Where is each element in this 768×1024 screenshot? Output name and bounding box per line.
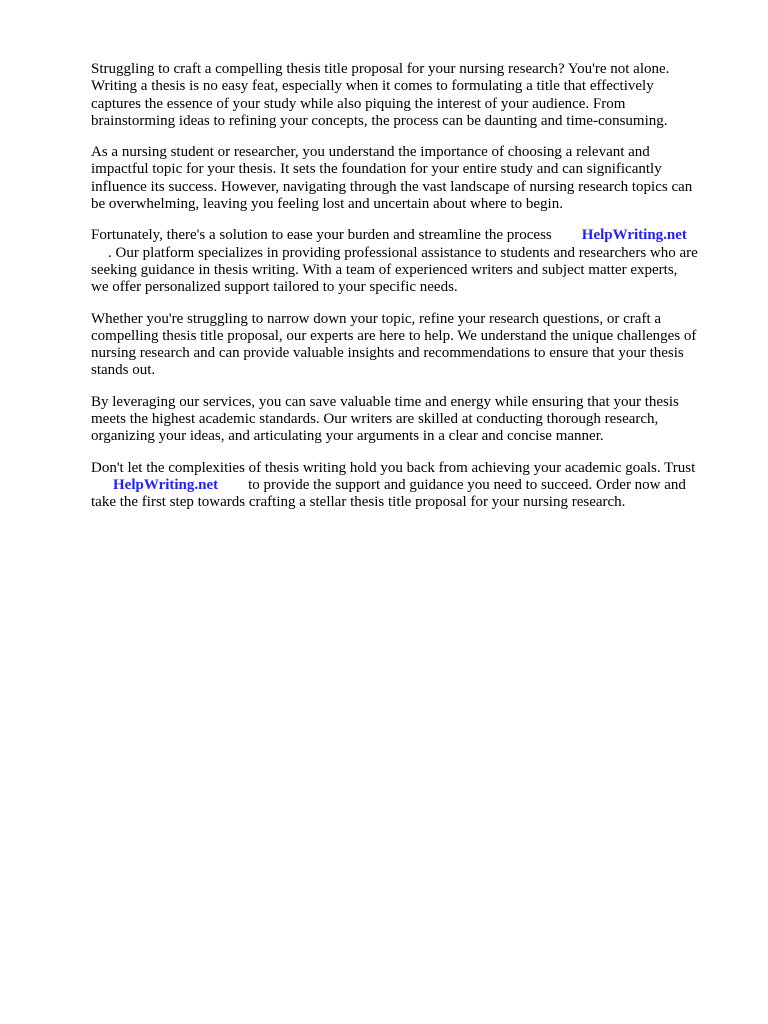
text-line: influence its success. However, navigating through the vast landscape of nursing research topics can (91, 178, 693, 195)
text-line: impactful topic for your thesis. It sets the foundation for your entire study and can significantly (91, 161, 662, 178)
text-before-link: Fortunately, there's a solution to ease your burden and streamline the process (91, 227, 552, 244)
paragraph-intro (91, 61, 721, 130)
text-line: seeking guidance in thesis writing. With a team of experienced writers and subject matter experts, (91, 261, 678, 278)
paragraph-experts (91, 311, 721, 380)
text-line (91, 477, 721, 494)
text-line: Struggling to craft a compelling thesis title proposal for your nursing research? You're not alone. (91, 61, 670, 77)
text-after-link: . Our platform specializes in providing professional assistance to students and researchers who are (108, 244, 698, 261)
text-line: be overwhelming, leaving you feeling lost and uncertain about where to begin. (91, 196, 563, 213)
text-line: By leveraging our services, you can save valuable time and energy while ensuring that your thesis (91, 393, 679, 410)
text-line: Don't let the complexities of thesis writing hold you back from achieving your academic goals. Trust (91, 459, 696, 476)
paragraph-services (91, 394, 721, 446)
helpwriting-link[interactable]: HelpWriting.net (113, 476, 219, 493)
text-line: Whether you're struggling to narrow down your topic, refine your research questions, or craft a (91, 310, 662, 327)
text-line (91, 227, 721, 244)
helpwriting-link[interactable]: HelpWriting.net (581, 227, 687, 244)
text-line: take the first step towards crafting a stellar thesis title proposal for your nursing research. (91, 494, 626, 511)
text-line: compelling thesis title proposal, our experts are here to help. We understand the unique challenges of (91, 327, 697, 344)
text-line: brainstorming ideas to refining your concepts, the process can be daunting and time-consuming. (91, 112, 668, 129)
text-line: As a nursing student or researcher, you understand the importance of choosing a relevant and (91, 144, 650, 161)
paragraph-importance (91, 144, 721, 213)
paragraph-call-to-action (91, 460, 721, 512)
text-line: stands out. (91, 362, 156, 379)
text-after-link: to provide the support and guidance you need to succeed. Order now and (248, 476, 686, 493)
paragraph-solution (91, 227, 721, 296)
text-line: Writing a thesis is no easy feat, especially when it comes to formulating a title that effectively (91, 78, 654, 95)
text-line: nursing research and can provide valuable insights and recommendations to ensure that your thesis (91, 345, 684, 362)
text-line: captures the essence of your study while also piquing the interest of your audience. From (91, 95, 626, 112)
text-line (91, 245, 721, 262)
text-line: meets the highest academic standards. Our writers are skilled at conducting thorough research, (91, 411, 659, 428)
text-line: we offer personalized support tailored to your specific needs. (91, 279, 458, 296)
text-line: organizing your ideas, and articulating your arguments in a clear and concise manner. (91, 428, 604, 445)
document-body (91, 61, 721, 526)
